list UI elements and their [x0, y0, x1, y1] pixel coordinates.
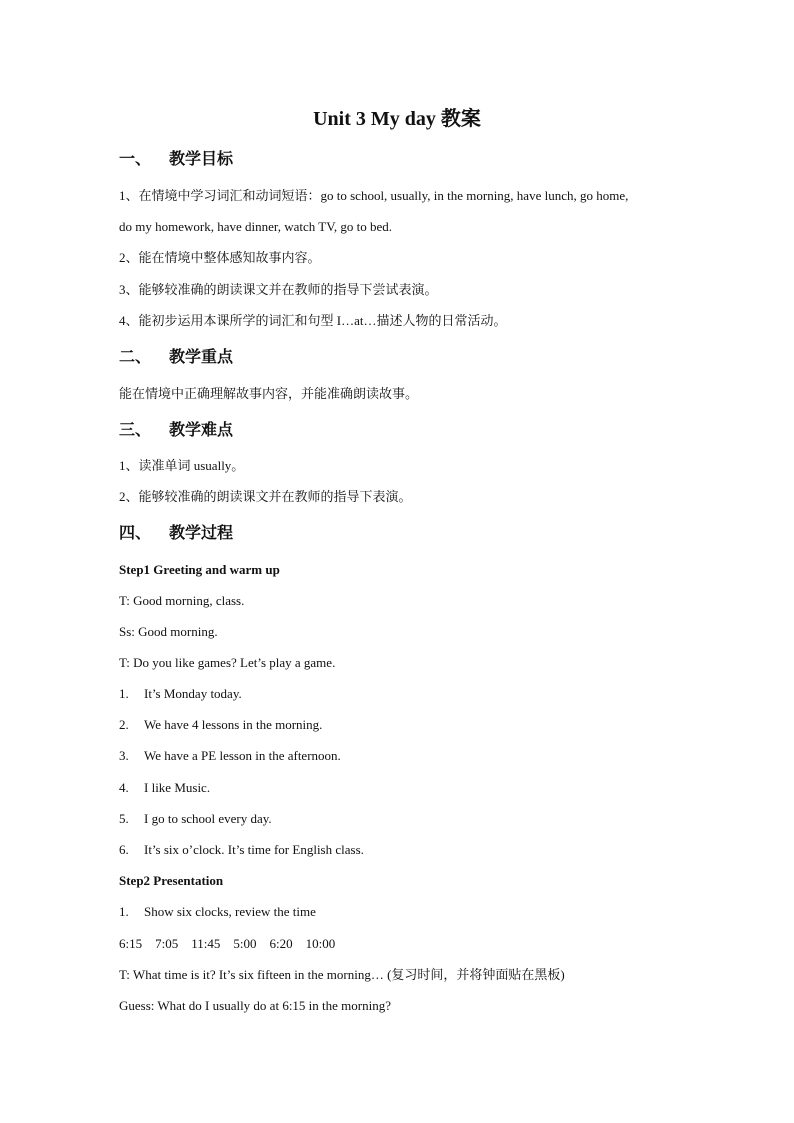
times-row: [119, 936, 348, 952]
dialog-line: T: Good morning, class.: [119, 593, 245, 608]
objective-line: 1、在情境中学习词汇和动词短语：go to school, usually, in the morning, have lunch, go home,: [119, 188, 629, 203]
objective-line: 2、能在情境中整体感知故事内容。: [119, 250, 321, 265]
step1-title: Step1 Greeting and warm up: [119, 562, 280, 577]
document-title: Unit 3 My day 教案: [313, 108, 481, 130]
section-title: 教学过程: [169, 523, 234, 542]
section-number: 二、: [119, 347, 152, 366]
objective-line: 3、能够较准确的朗读课文并在教师的指导下尝试表演。: [119, 282, 438, 297]
objective-line: do my homework, have dinner, watch TV, go to bed.: [119, 219, 393, 234]
list-item: 3. We have a PE lesson in the afternoon.: [119, 748, 341, 763]
section-title: 教学目标: [169, 149, 234, 168]
dialog-line: Ss: Good morning.: [119, 624, 218, 639]
time-value: 7:05: [155, 936, 179, 951]
section-title: 教学重点: [169, 347, 234, 366]
time-value: 10:00: [305, 936, 336, 951]
guess-line: Guess: What do I usually do at 6:15 in the morning?: [119, 998, 391, 1013]
time-value: 11:45: [191, 936, 221, 951]
time-value: 6:20: [269, 936, 293, 951]
section-heading-key-points: [119, 347, 233, 367]
teacher-line: T: What time is it? It’s six fifteen in the morning… (复习时间，并将钟面贴在黑板): [119, 967, 565, 982]
section-title: 教学难点: [169, 420, 234, 439]
time-value: 5:00: [233, 936, 257, 951]
time-value: 6:15: [119, 936, 143, 951]
step2-title: Step2 Presentation: [119, 873, 224, 888]
list-item: 2. We have 4 lessons in the morning.: [119, 717, 323, 732]
list-item: 4. I like Music.: [119, 780, 211, 795]
difficulty-line: 2、能够较准确的朗读课文并在教师的指导下表演。: [119, 489, 412, 504]
list-item: 1. Show six clocks, review the time: [119, 904, 316, 919]
list-item: 6. It’s six o’clock. It’s time for English class.: [119, 842, 364, 857]
section-heading-difficulties: [119, 420, 233, 440]
list-item: 5. I go to school every day.: [119, 811, 272, 826]
section-heading-objectives: [119, 149, 233, 169]
key-point-line: 能在情境中正确理解故事内容，并能准确朗读故事。: [119, 386, 419, 401]
difficulty-line: 1、读准单词 usually。: [119, 458, 245, 473]
section-number: 三、: [119, 420, 152, 439]
section-heading-process: [119, 523, 233, 543]
dialog-line: T: Do you like games? Let’s play a game.: [119, 655, 336, 670]
section-number: 一、: [119, 149, 152, 168]
list-item: 1. It’s Monday today.: [119, 686, 242, 701]
section-number: 四、: [119, 523, 152, 542]
objective-line: 4、能初步运用本课所学的词汇和句型 I…at…描述人物的日常活动。: [119, 313, 507, 328]
